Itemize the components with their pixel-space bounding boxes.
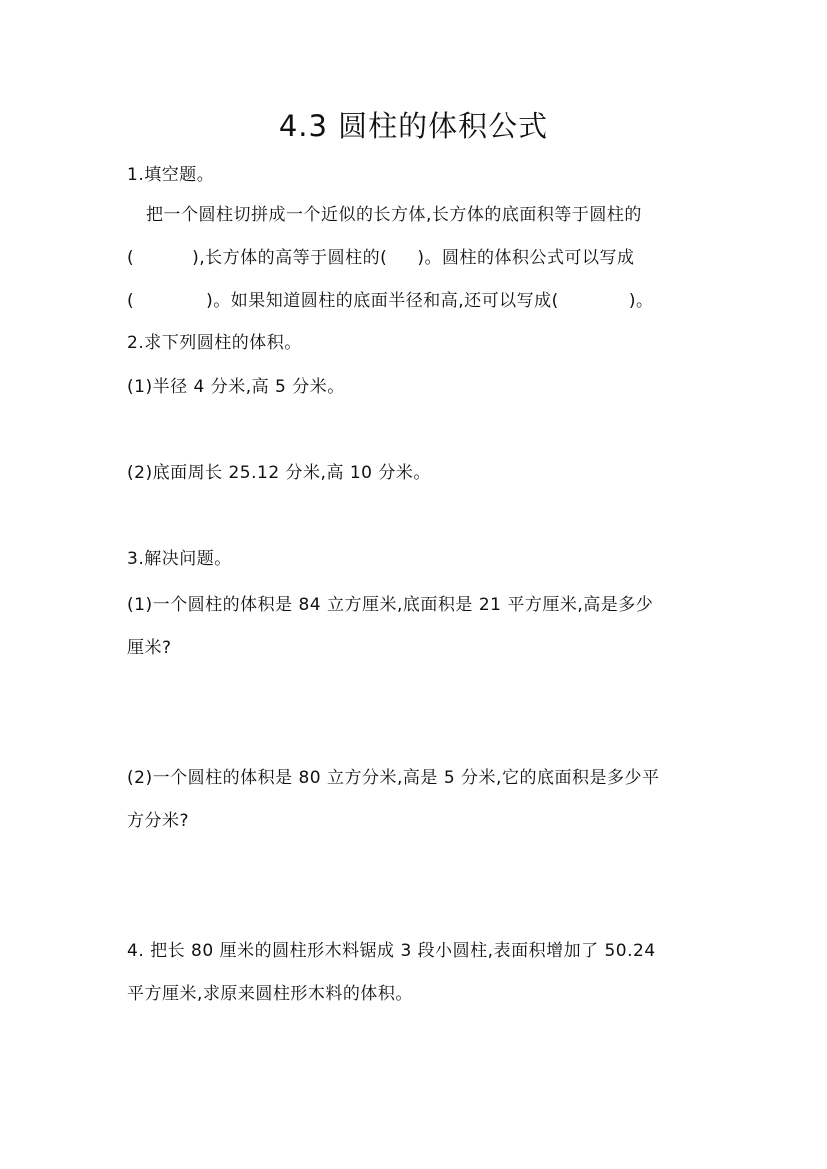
q1-line-2-middle: ),长方体的高等于圆柱的( (192, 248, 388, 268)
q1-line-3 (127, 286, 653, 311)
blank-open-paren: ( (127, 248, 135, 268)
q3-item-1-line-1: (1)一个圆柱的体积是 84 立方厘米,底面积是 21 平方厘米,高是多少 (127, 595, 654, 615)
q2-heading: 2.求下列圆柱的体积。 (127, 333, 302, 353)
q2-item-2: (2)底面周长 25.12 分米,高 10 分米。 (127, 463, 431, 483)
q3-item-1-line-2: 厘米? (127, 638, 172, 658)
q2-item-1: (1)半径 4 分米,高 5 分米。 (127, 377, 345, 397)
page-title: 4.3 圆柱的体积公式 (278, 109, 549, 143)
q1-heading: 1.填空题。 (127, 165, 215, 185)
q1-line-3-end: )。 (628, 291, 654, 311)
q1-line-2 (127, 243, 634, 268)
q1-line-1: 把一个圆柱切拼成一个近似的长方体,长方体的底面积等于圆柱的 (146, 205, 642, 225)
q1-line-2-end: )。圆柱的体积公式可以写成 (417, 248, 635, 268)
q4-line-2: 平方厘米,求原来圆柱形木料的体积。 (127, 984, 413, 1004)
blank-open-paren: ( (127, 291, 135, 311)
q3-item-2-line-2: 方分米? (127, 811, 190, 831)
q3-heading: 3.解决问题。 (127, 549, 232, 569)
q1-line-3-middle: )。如果知道圆柱的底面半径和高,还可以写成( (206, 291, 559, 311)
q3-item-2-line-1: (2)一个圆柱的体积是 80 立方分米,高是 5 分米,它的底面积是多少平 (127, 768, 660, 788)
q4-line-1: 4. 把长 80 厘米的圆柱形木料锯成 3 段小圆柱,表面积增加了 50.24 (127, 941, 656, 961)
